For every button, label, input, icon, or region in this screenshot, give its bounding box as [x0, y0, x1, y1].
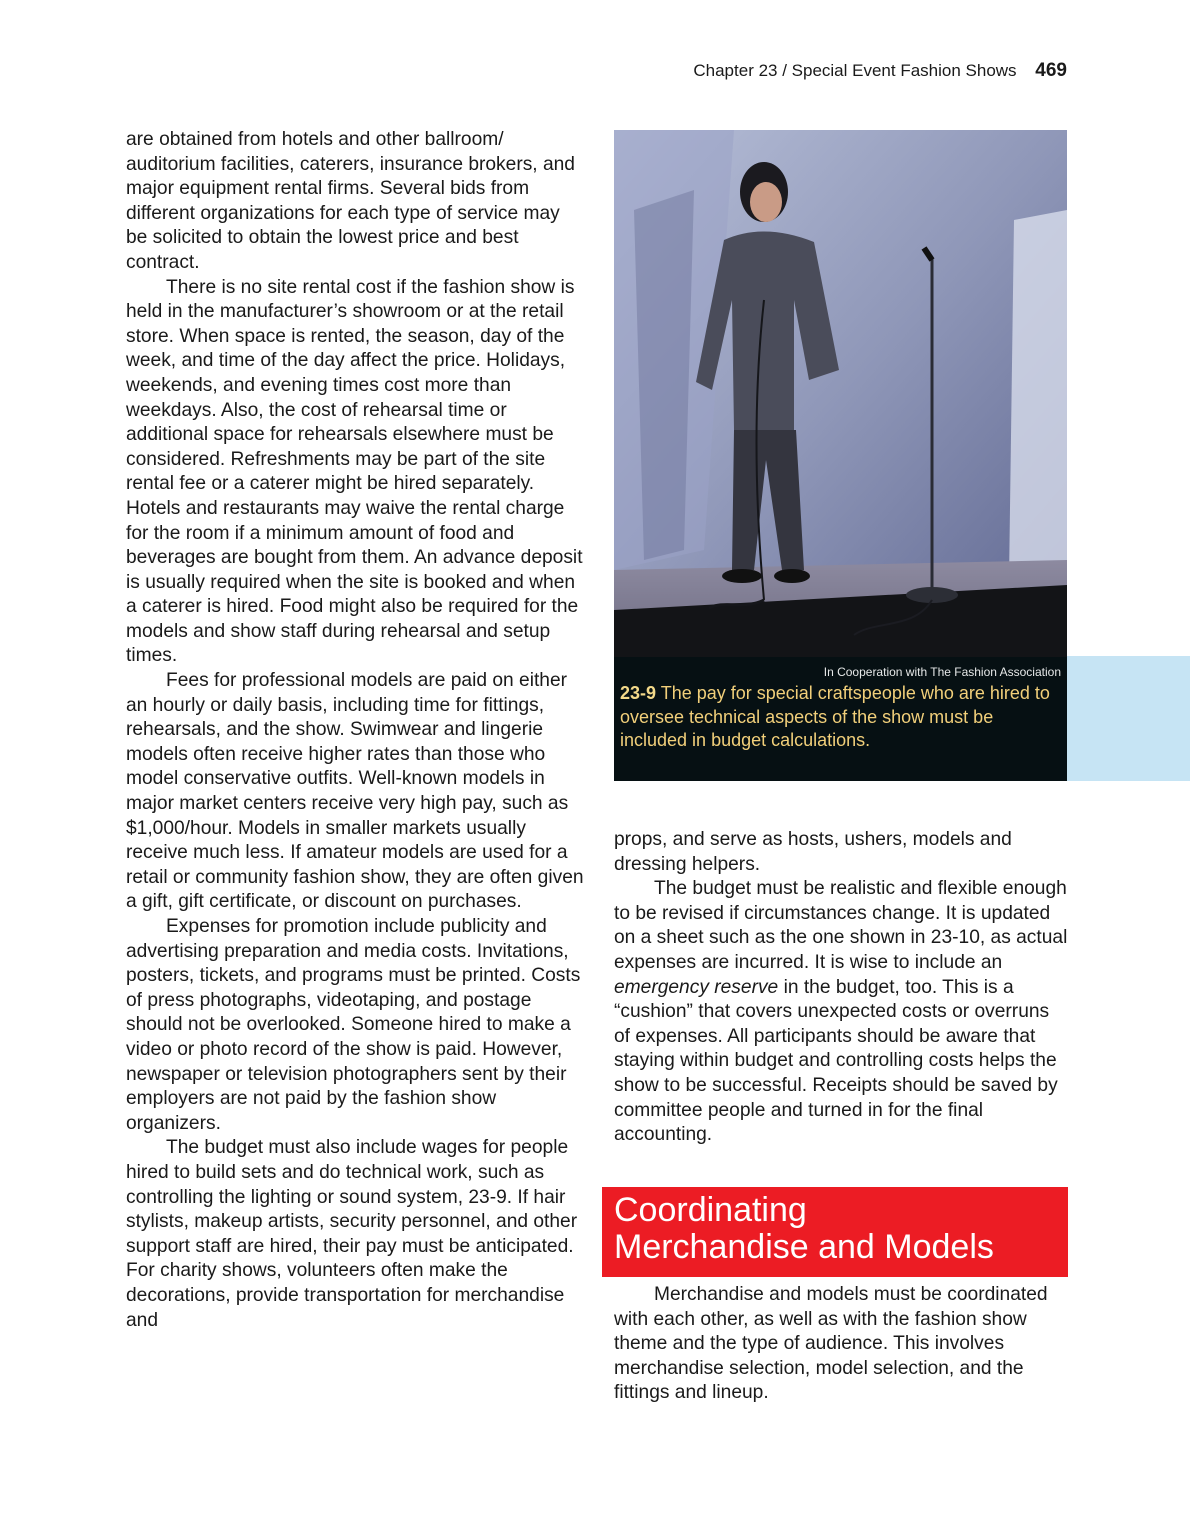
figure-caption-text: The pay for special craftspeople who are hired to oversee technical aspects of the show must be included in budget calculations.	[620, 683, 1050, 750]
paragraph-text: in the budget, too. This is a “cushion” that covers unexpected costs or overruns of expenses. All participants should be aware that staying within budget and controlling costs helps the show to be successful. Receipts should be saved by committee people and turned in for the final accounting.	[614, 976, 1058, 1146]
right-column-bottom	[614, 1283, 1068, 1406]
running-header	[693, 60, 1067, 82]
section-heading	[602, 1187, 1068, 1277]
paragraph-text: The budget must be realistic and flexible enough to be revised if circumstances change. It is updated on a sheet such as the one shown in 23-10, as actual expenses are incurred. It is wise to include an	[614, 878, 1068, 973]
paragraph: Fees for professional models are paid on either an hourly or daily basis, including time for fittings, rehearsals, and the show. Swimwear and lingerie models often receive higher rates than those who model conservative outfits. Well-known models in major market centers receive very high pay, such as $1,000/hour. Models in smaller markets usually receive much less. If amateur models are used for a retail or community fashion show, they are often given a gift, gift certificate, or discount on purchases.	[126, 670, 584, 913]
figure-caption	[620, 682, 1060, 753]
paragraph	[614, 877, 1068, 1148]
page-number: 469	[1035, 60, 1067, 81]
paragraph: props, and serve as hosts, ushers, models and dressing helpers.	[614, 829, 1012, 875]
photo-credit: In Cooperation with The Fashion Association	[823, 665, 1061, 679]
chapter-title: Chapter 23 / Special Event Fashion Shows	[693, 61, 1017, 80]
paragraph: Merchandise and models must be coordinated with each other, as well as with the fashion show theme and the type of audience. This involves merchandise selection, model selection, and the fittings and lineup.	[614, 1284, 1048, 1404]
right-column-top	[614, 828, 1068, 1148]
margin-tab	[1067, 656, 1190, 781]
section-heading-line: Merchandise and Models	[614, 1228, 994, 1266]
paragraph: The budget must also include wages for people hired to build sets and do technical work, such as controlling the lighting or sound system, 23-9. If hair stylists, makeup artists, security personnel, and other support staff are hired, their pay must be anticipated. For charity shows, volunteers often make the decorations, provide transportation for merchandise and	[126, 1137, 578, 1331]
paragraph: There is no site rental cost if the fashion show is held in the manufacturer’s showroom or at the retail store. When space is rented, the season, day of the week, and time of the day affect the price. Holidays, weekends, and evening times cost more than weekdays. Also, the cost of rehearsal time or additional space for rehearsals elsewhere must be considered. Refreshments may be part of the site rental fee or a caterer might be hired separately. Hotels and restaurants may waive the rental charge for the room if a minimum amount of food and beverages are bought from them. An advance deposit is usually required when the site is booked and when a caterer is hired. Food might also be required for the models and show staff during rehearsal and setup times.	[126, 276, 583, 667]
figure-23-9	[614, 130, 1067, 781]
figure-number: 23-9	[620, 683, 657, 703]
section-heading-line: Coordinating	[614, 1191, 807, 1229]
paragraph: Expenses for promotion include publicity and advertising preparation and media costs. Invitations, posters, tickets, and programs must be printed. Costs of press photographs, videotaping, and postage should not be overlooked. Someone hired to make a video or photo record of the show is paid. However, newspaper or television photographers sent by their employers are not paid by the fashion show organizers.	[126, 916, 581, 1134]
left-column	[126, 128, 586, 1333]
paragraph: are obtained from hotels and other ballroom/ auditorium facilities, caterers, insurance brokers, and major equipment rental firms. Several bids from different organizations for each type of service may be solicited to obtain the lowest price and best contract.	[126, 129, 575, 273]
technician-photo	[614, 130, 1067, 657]
emphasized-term: emergency reserve	[614, 976, 779, 998]
